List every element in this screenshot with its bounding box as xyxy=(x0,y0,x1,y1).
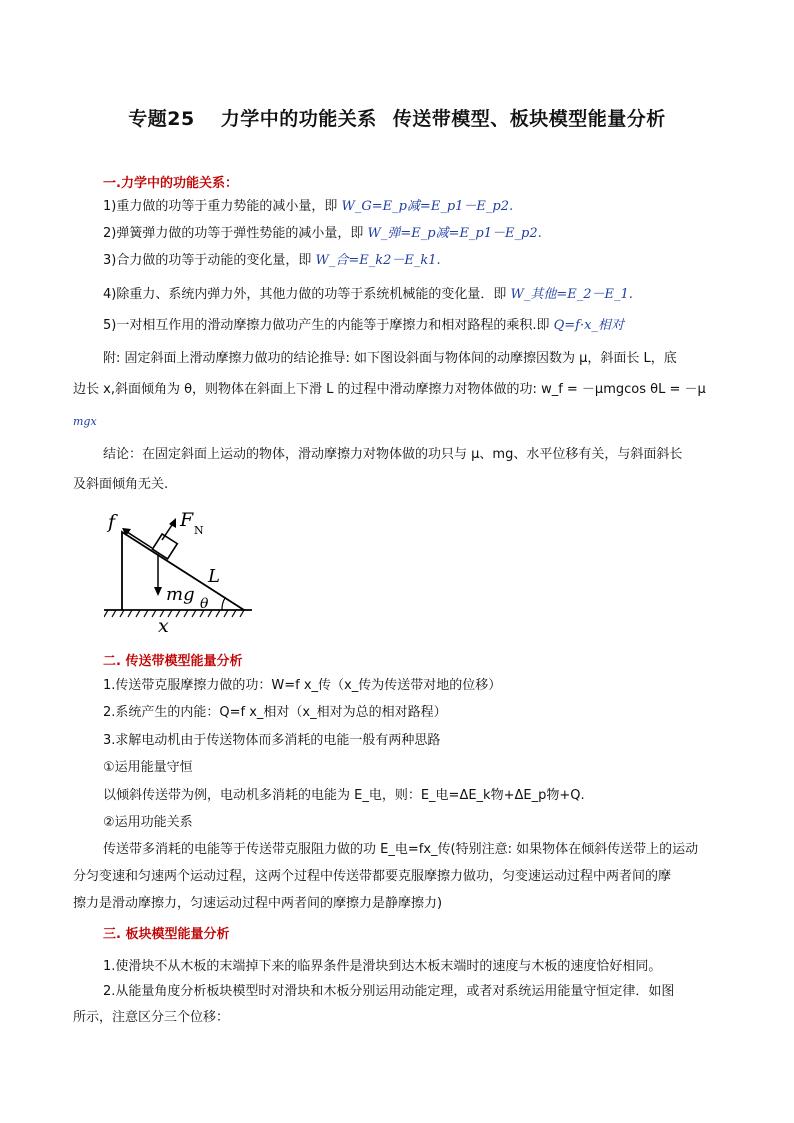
section1-heading: 一.力学中的功能关系： xyxy=(103,176,238,191)
block xyxy=(152,534,177,559)
s2-line7: 传送带多消耗的电能等于传送带克服阻力做的功 E_电=fx_传(特别注意: 如果物体在倾斜传送带上的运动 xyxy=(103,842,699,857)
s1-line1: 1)重力做的功等于重力势能的减小量，即 W_G=E_p减=E_p1－E_p2. xyxy=(103,199,514,214)
s2-line5: 以倾斜传送带为例，电动机多消耗的电能为 E_电，则：E_电=ΔE_k物+ΔE_p物+Q. xyxy=(103,788,585,803)
formula-heat: Q=f·x_相对 xyxy=(553,318,624,333)
angle-arc xyxy=(222,598,225,610)
section3-heading: 三. 板块模型能量分析 xyxy=(103,927,230,942)
normal-arrowhead xyxy=(169,518,176,528)
conclusion-line1: 结论：在固定斜面上运动的物体，滑动摩擦力对物体做的功只与 μ、mg、水平位移有关，与斜面斜长 xyxy=(103,447,683,462)
label-x: x xyxy=(158,615,169,635)
conclusion-line2: 及斜面倾角无关. xyxy=(73,477,169,492)
label-f: f xyxy=(108,511,116,533)
note-line3: mgx xyxy=(73,415,97,428)
formula-gravity: W_G=E_p减=E_p1－E_p2. xyxy=(341,199,514,214)
s1-line4: 4)除重力、系统内弹力外，其他力做的功等于系统机械能的变化量．即 W_其他=E_2－E_1. xyxy=(103,287,633,302)
s2-line4: ①运用能量守恒 xyxy=(103,760,193,775)
formula-net: W_合=E_k2－E_k1. xyxy=(315,253,441,268)
s1-line3: 3)合力做的功等于动能的变化量，即 W_合=E_k2－E_k1. xyxy=(103,253,441,268)
page-title xyxy=(0,104,794,131)
label-L: L xyxy=(208,566,220,587)
s2-line6: ②运用功能关系 xyxy=(103,815,193,830)
s3-line3: 所示，注意区分三个位移： xyxy=(73,1010,230,1025)
note-line2: 边长 x,斜面倾角为 θ，则物体在斜面上下滑 L 的过程中滑动摩擦力对物体做的功: w_f = －μmgcos θL = －μ xyxy=(73,382,706,397)
s2-line8: 分匀变速和匀速两个运动过程，这两个过程中传送带都要克服摩擦力做功，匀变速运动过程中两者间的摩 xyxy=(73,869,672,884)
label-theta: θ xyxy=(200,596,209,612)
s2-line2: 2.系统产生的内能：Q=f x_相对（x_相对为总的相对路程） xyxy=(103,705,447,720)
title-main: 力学中的功能关系 xyxy=(220,108,377,130)
title-sub: 传送带模型、板块模型能量分析 xyxy=(392,108,666,130)
title-number: 专题25 xyxy=(128,108,195,130)
s3-line1: 1.使滑块不从木板的末端掉下来的临界条件是滑块到达木板末端时的速度与木板的速度恰好相同。 xyxy=(103,959,662,974)
label-fn: F xyxy=(180,510,194,531)
ground-hatch xyxy=(104,610,244,617)
incline-figure xyxy=(104,510,254,635)
label-fn-sub: N xyxy=(194,524,204,537)
s2-line1: 1.传送带克服摩擦力做的功：W=f x_传（x_传为传送带对地的位移） xyxy=(103,678,502,693)
formula-other: W_其他=E_2－E_1. xyxy=(510,287,633,302)
formula-spring: W_弹=E_p减=E_p1－E_p2. xyxy=(367,226,542,241)
gravity-arrowhead xyxy=(154,587,162,596)
s1-line5: 5)一对相互作用的滑动摩擦力做功产生的内能等于摩擦力和相对路程的乘积.即 Q=f·x_相对 xyxy=(103,318,624,333)
s2-line3: 3.求解电动机由于传送物体而多消耗的电能一般有两种思路 xyxy=(103,733,441,748)
note-line1: 附: 固定斜面上滑动摩擦力做功的结论推导: 如下图设斜面与物体间的动摩擦因数为 μ，斜面长 L，底 xyxy=(103,351,677,366)
s1-line2: 2)弹簧弹力做的功等于弹性势能的减小量，即 W_弹=E_p减=E_p1－E_p2. xyxy=(103,226,542,241)
section2-heading: 二. 传送带模型能量分析 xyxy=(103,654,243,669)
s2-line9: 擦力是滑动摩擦力，匀速运动过程中两者间的摩擦力是静摩擦力) xyxy=(73,896,443,911)
label-mg: mg xyxy=(166,584,195,605)
s3-line2: 2.从能量角度分析板块模型时对滑块和木板分别运用动能定理，或者对系统运用能量守恒定律．如图 xyxy=(103,984,675,999)
